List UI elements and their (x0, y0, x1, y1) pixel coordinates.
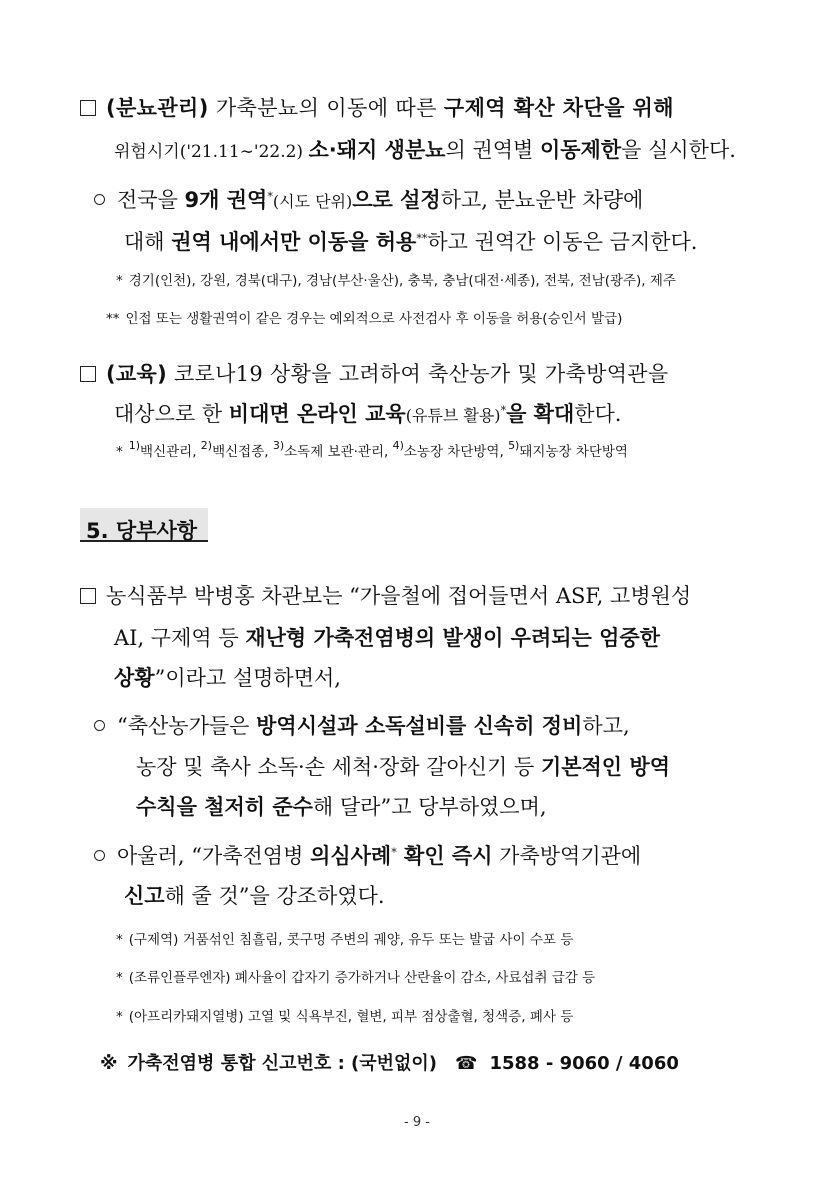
edu-note: * $^{1)}$백신관리, $^{2)}$백신접종, $^{3)}$소독제 보관·관리, $^{4)}$소농장 차단방역, $^{5)}$돼지농장 차단방역 (116, 439, 628, 460)
edu-line-1: (교육) 코로나19 상황을 고려하여 축산농가 및 가축방역관을 (80, 364, 668, 385)
checkbox-square-icon (80, 100, 96, 116)
manure-note-2: ** 인접 또는 생활권역이 같은 경우는 예외적으로 사전검사 후 이동을 허용(승인서 발급) (106, 311, 623, 327)
request-sub1-line-2: 농장 및 축사 소독·손 세척·장화 갈아신기 등 기본적인 방역 (136, 755, 670, 779)
request-line-2: AI, 구제역 등 재난형 가축전염병의 발생이 우려되는 엄중한 (114, 626, 660, 650)
circle-bullet-icon (94, 720, 105, 731)
manure-note-1: * 경기(인천), 강원, 경북(대구), 경남(부산·울산), 충북, 충남(대전·세종), 전북, 전남(광주), 제주 (116, 273, 676, 289)
request-line-1: 농식품부 박병홍 차관보는 “가을철에 접어들면서 ASF, 고병원성 (80, 586, 691, 607)
edu-line-2: 대상으로 한 비대면 온라인 교육(유튜브 활용)*을 확대한다. (114, 402, 622, 426)
request-note-3: * (아프리카돼지열병) 고열 및 식욕부진, 혈변, 피부 점상출혈, 청색증, 폐사 등 (116, 1009, 574, 1025)
manure-line-2: 위험시기('21.11∼'22.2) 소·돼지 생분뇨의 권역별 이동제한을 실시한다. (114, 138, 736, 162)
request-sub2-line-1: 아울러, “가축전염병 의심사례* 확인 즉시 가축방역기관에 (94, 846, 641, 867)
checkbox-square-icon (80, 588, 96, 604)
reference-mark-icon: ※ (100, 1053, 118, 1074)
section-heading: 5. 당부사항 (80, 508, 208, 542)
request-line-3: 상황”이라고 설명하면서, (114, 666, 341, 690)
circle-bullet-icon (94, 850, 105, 861)
manure-sub-line-2: 대해 권역 내에서만 이동을 허용**하고 권역간 이동은 금지한다. (124, 230, 698, 254)
request-note-2: * (조류인플루엔자) 폐사율이 갑자기 증가하거나 산란율이 감소, 사료섭취 급감 등 (116, 970, 596, 986)
request-sub1-line-1: “축산농가들은 방역시설과 소독설비를 신속히 정비하고, (94, 716, 630, 737)
phone-icon: ☎ (455, 1053, 478, 1074)
hotline: ※ 가축전염병 통합 신고번호 : (국번없이) ☎ 1588 - 9060 / 4060 (100, 1053, 679, 1074)
request-sub1-line-3: 수칙을 철저히 준수해 달라”고 당부하였으며, (136, 795, 547, 819)
manure-sub-line-1: 전국을 9개 권역*(시도 단위)으로 설정하고, 분뇨운반 차량에 (94, 190, 643, 211)
manure-line-1: (분뇨관리) 가축분뇨의 이동에 따른 구제역 확산 차단을 위해 (80, 98, 674, 119)
request-sub2-line-2: 신고해 줄 것”을 강조하였다. (124, 884, 385, 908)
checkbox-square-icon (80, 366, 96, 382)
page-number: - 9 - (404, 1115, 430, 1130)
request-note-1: * (구제역) 거품섞인 침흘림, 콧구멍 주변의 궤양, 유두 또는 발굽 사이 수포 등 (116, 932, 574, 948)
circle-bullet-icon (94, 194, 105, 205)
